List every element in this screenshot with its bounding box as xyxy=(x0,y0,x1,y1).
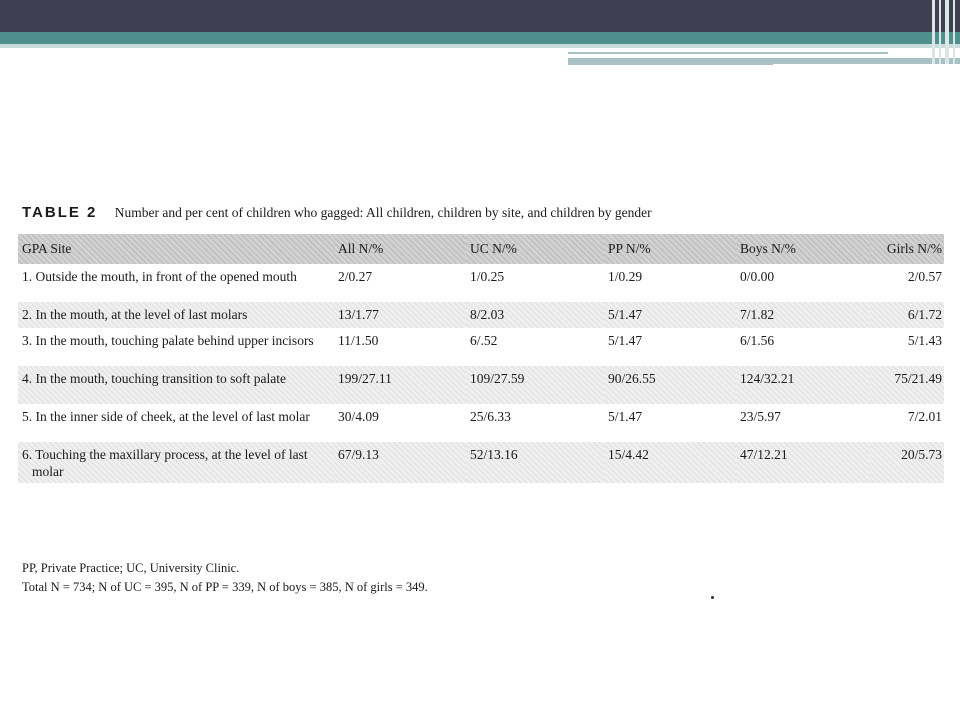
cell-site: 2. In the mouth, at the level of last molars xyxy=(18,302,334,328)
cell-pp: 5/1.47 xyxy=(608,409,643,424)
cell-boys: 47/12.21 xyxy=(736,442,870,483)
decorative-stripes xyxy=(930,0,960,64)
gagging-table xyxy=(18,234,944,483)
table-row xyxy=(18,264,944,302)
table-row xyxy=(18,366,944,404)
cell-girls: 20/5.73 xyxy=(870,442,944,483)
table-row xyxy=(18,328,944,366)
cell-pp: 5/1.47 xyxy=(604,302,736,328)
slide-header-bar xyxy=(0,0,960,32)
footnote-abbreviations: PP, Private Practice; UC, University Clinic. xyxy=(22,561,240,575)
table-caption-text: Number and per cent of children who gagged: All children, children by site, and children by gender xyxy=(114,205,652,220)
cell-all: 67/9.13 xyxy=(334,442,466,483)
cell-girls: 5/1.43 xyxy=(907,333,942,348)
cell-pp: 15/4.42 xyxy=(604,442,736,483)
cell-pp: 1/0.29 xyxy=(608,269,643,284)
cell-site: 1. Outside the mouth, in front of the opened mouth xyxy=(22,269,297,284)
cell-boys: 0/0.00 xyxy=(740,269,775,284)
cell-all: 199/27.11 xyxy=(334,366,466,404)
cell-uc: 52/13.16 xyxy=(466,442,604,483)
cell-site: 5. In the inner side of cheek, at the level of last molar xyxy=(22,409,310,424)
cell-girls: 75/21.49 xyxy=(870,366,944,404)
cell-uc: 1/0.25 xyxy=(470,269,505,284)
cell-pp: 5/1.47 xyxy=(608,333,643,348)
decorative-line xyxy=(568,52,888,54)
table-header-row xyxy=(18,234,944,264)
slide-accent-band xyxy=(0,32,960,44)
cell-all: 30/4.09 xyxy=(338,409,379,424)
cell-uc: 6/.52 xyxy=(470,333,498,348)
column-header-all: All N/% xyxy=(334,234,466,264)
cell-site: 3. In the mouth, touching palate behind upper incisors xyxy=(22,333,314,348)
cell-girls: 7/2.01 xyxy=(907,409,942,424)
table-row xyxy=(18,404,944,442)
decorative-line xyxy=(568,64,773,65)
cell-uc: 25/6.33 xyxy=(470,409,511,424)
column-header-pp: PP N/% xyxy=(604,234,736,264)
cell-boys: 6/1.56 xyxy=(740,333,775,348)
cell-uc: 109/27.59 xyxy=(466,366,604,404)
cell-girls: 6/1.72 xyxy=(870,302,944,328)
cell-boys: 7/1.82 xyxy=(736,302,870,328)
table-label: TABLE 2 xyxy=(22,204,98,221)
slide-accent-band-light xyxy=(0,44,960,48)
cell-girls: 2/0.57 xyxy=(907,269,942,284)
cell-pp: 90/26.55 xyxy=(604,366,736,404)
table-row xyxy=(18,442,944,483)
table-caption xyxy=(22,204,952,221)
cell-site: 6. Touching the maxillary process, at the level of last molar xyxy=(18,442,334,483)
cell-all: 2/0.27 xyxy=(338,269,373,284)
cell-boys: 23/5.97 xyxy=(740,409,781,424)
stray-mark xyxy=(711,596,714,599)
cell-boys: 124/32.21 xyxy=(736,366,870,404)
column-header-uc: UC N/% xyxy=(466,234,604,264)
cell-site: 4. In the mouth, touching transition to soft palate xyxy=(18,366,334,404)
cell-all: 13/1.77 xyxy=(334,302,466,328)
table-row xyxy=(18,302,944,328)
cell-all: 11/1.50 xyxy=(338,333,379,348)
column-header-boys: Boys N/% xyxy=(736,234,870,264)
cell-uc: 8/2.03 xyxy=(466,302,604,328)
column-header-site: GPA Site xyxy=(18,234,334,264)
footnote-totals: Total N = 734; N of UC = 395, N of PP = 339, N of boys = 385, N of girls = 349. xyxy=(22,580,428,594)
column-header-girls: Girls N/% xyxy=(870,234,944,264)
